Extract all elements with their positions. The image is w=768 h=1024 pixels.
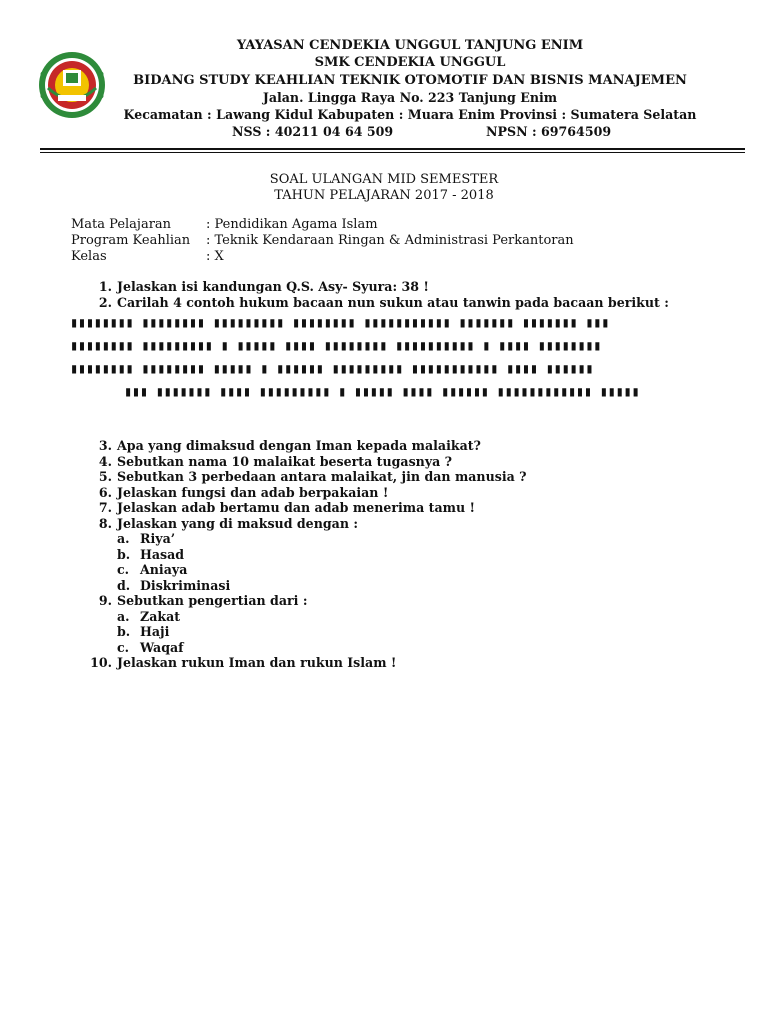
school-fields: BIDANG STUDY KEAHLIAN TEKNIK OTOMOTIF DAN BISNIS MANAJEMEN	[133, 72, 687, 88]
question-number: 2.	[98, 294, 112, 310]
arabic-passage	[70, 312, 692, 404]
question-text: Sebutkan nama 10 malaikat beserta tugasnya ?	[117, 453, 453, 469]
question-text: Jelaskan isi kandungan Q.S. Asy- Syura: 38 !	[117, 279, 429, 294]
sub-letter: c.	[117, 562, 130, 577]
arabic-line: ▮▮▮▮▮▮▮▮ ▮▮▮▮▮▮▮▮▮ ▮ ▮▮▮▮▮ ▮▮▮▮ ▮▮▮▮▮▮▮▮ ▮▮▮▮▮▮▮▮▮▮ ▮ ▮▮▮▮ ▮▮▮▮▮▮▮▮	[70, 338, 602, 354]
sub-letter: a.	[117, 531, 130, 546]
question-text: Jelaskan adab bertamu dan adab menerima tamu !	[117, 500, 476, 515]
exam-title-block	[0, 172, 768, 204]
question-text: Apa yang dimaksud dengan Iman kepada malaikat?	[117, 438, 481, 453]
arabic-line: ▮▮▮▮▮▮▮▮ ▮▮▮▮▮▮▮▮ ▮▮▮▮▮▮▮▮▮ ▮▮▮▮▮▮▮▮ ▮▮▮▮▮▮▮▮▮▮▮ ▮▮▮▮▮▮▮ ▮▮▮▮▮▮▮ ▮▮▮	[70, 315, 610, 331]
sub-text: Riya’	[140, 531, 176, 546]
sub-letter: b.	[117, 546, 131, 562]
question-number: 7.	[98, 500, 112, 515]
letterhead-divider-thin	[40, 152, 745, 153]
sub-text: Zakat	[140, 608, 181, 624]
info-label: Mata Pelajaran	[71, 217, 172, 232]
question-text: Carilah 4 contoh hukum bacaan nun sukun atau tanwin pada bacaan berikut :	[117, 294, 669, 310]
question-number: 10.	[90, 655, 112, 670]
sub-text: Waqaf	[140, 639, 184, 655]
arabic-line: ▮▮▮ ▮▮▮▮▮▮▮ ▮▮▮▮ ▮▮▮▮▮▮▮▮▮ ▮ ▮▮▮▮▮ ▮▮▮▮ ▮▮▮▮▮▮ ▮▮▮▮▮▮▮▮▮▮▮▮ ▮▮▮▮▮	[124, 384, 640, 400]
question-number: 1.	[98, 279, 112, 294]
sub-text: Hasad	[140, 546, 185, 562]
foundation-name: YAYASAN CENDEKIA UNGGUL TANJUNG ENIM	[236, 38, 584, 53]
npsn-number: NPSN : 69764509	[486, 124, 612, 140]
letterhead-divider	[40, 148, 745, 150]
street-address: Jalan. Lingga Raya No. 223 Tanjung Enim	[262, 89, 558, 105]
letterhead	[120, 37, 700, 140]
sub-letter: b.	[117, 624, 131, 639]
sub-letter: c.	[117, 639, 130, 655]
nss-number: NSS : 40211 04 64 509	[232, 124, 394, 140]
question-number: 9.	[98, 593, 112, 608]
question-text: Sebutkan pengertian dari :	[117, 593, 308, 608]
district-address: Kecamatan : Lawang Kidul Kabupaten : Muara Enim Provinsi : Sumatera Selatan	[123, 107, 697, 123]
sub-letter: d.	[117, 577, 131, 593]
registration-numbers	[120, 123, 700, 140]
question-text: Jelaskan fungsi dan adab berpakaian !	[117, 484, 389, 500]
info-label: Program Keahlian	[71, 233, 191, 248]
sub-letter: a.	[117, 608, 130, 624]
question-number: 5.	[98, 469, 112, 484]
info-value: : X	[206, 249, 224, 264]
question-number: 3.	[98, 438, 112, 453]
info-label: Kelas	[71, 249, 107, 264]
question-number: 8.	[98, 515, 112, 531]
question-text: Sebutkan 3 perbedaan antara malaikat, jin dan manusia ?	[117, 469, 527, 484]
arabic-line: ▮▮▮▮▮▮▮▮ ▮▮▮▮▮▮▮▮ ▮▮▮▮▮ ▮ ▮▮▮▮▮▮ ▮▮▮▮▮▮▮▮▮ ▮▮▮▮▮▮▮▮▮▮▮ ▮▮▮▮ ▮▮▮▮▮▮	[70, 361, 594, 377]
exam-title: SOAL ULANGAN MID SEMESTER	[269, 172, 499, 187]
school-name: SMK CENDEKIA UNGGUL	[314, 55, 506, 71]
question-number: 6.	[98, 484, 112, 500]
school-emblem-icon	[34, 50, 110, 120]
info-value: : Teknik Kendaraan Ringan & Administrasi Perkantoran	[206, 233, 574, 248]
sub-text: Aniaya	[140, 562, 188, 577]
question-text: Jelaskan rukun Iman dan rukun Islam !	[117, 655, 397, 670]
info-value: : Pendidikan Agama Islam	[206, 217, 378, 232]
sub-text: Haji	[140, 624, 170, 639]
question-number: 4.	[98, 453, 112, 469]
sub-text: Diskriminasi	[140, 577, 231, 593]
question-text: Jelaskan yang di maksud dengan :	[117, 515, 359, 531]
exam-year: TAHUN PELAJARAN 2017 - 2018	[274, 188, 494, 203]
